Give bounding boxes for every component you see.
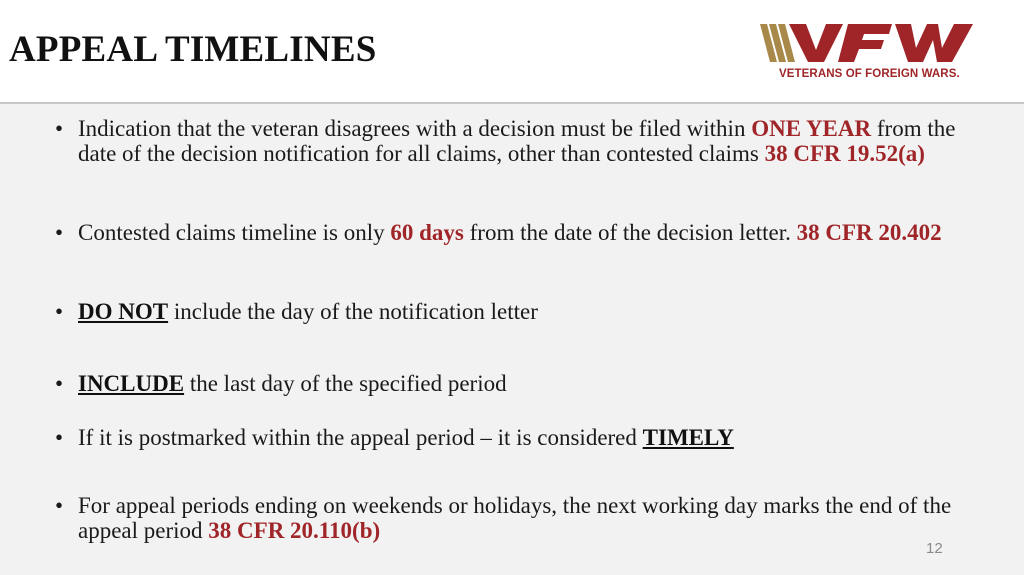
bullet-text: For appeal periods ending on weekends or holidays, the next working day marks the end of the appeal period 38 CFR 20.110(b) [78, 493, 952, 543]
bullet-text: If it is postmarked within the appeal period – it is considered TIMELY [78, 425, 734, 450]
citation: 38 CFR 19.52(a) [764, 141, 925, 166]
bullet-dot: • [55, 493, 64, 518]
bullet-text: Indication that the veteran disagrees with a decision must be filed within ONE YEAR from the date of the decision notification for all claims, other than contested claims 38 CFR 19.52(a) [78, 116, 956, 166]
bullet-dot: • [55, 425, 64, 450]
emphasis-timely: TIMELY [642, 425, 734, 450]
bullet-item [55, 371, 975, 396]
emphasis-include: INCLUDE [78, 371, 185, 396]
highlight-60-days: 60 days [390, 220, 464, 245]
bullet-item [55, 493, 975, 543]
slide-title: APPEAL TIMELINES [9, 29, 377, 70]
vfw-logo-subtitle: VETERANS OF FOREIGN WARS. [779, 68, 960, 80]
highlight-one-year: ONE YEAR [751, 116, 872, 141]
emphasis-do-not: DO NOT [78, 299, 169, 324]
slide-header [0, 0, 1024, 104]
bullet-text: INCLUDE the last day of the specified period [78, 371, 507, 396]
bullet-item [55, 299, 975, 324]
bullet-dot: • [55, 220, 64, 245]
page-number: 12 [926, 540, 943, 557]
bullet-item [55, 116, 975, 166]
citation: 38 CFR 20.110(b) [208, 518, 381, 543]
citation: 38 CFR 20.402 [796, 220, 942, 245]
bullet-item [55, 220, 975, 245]
bullet-text: Contested claims timeline is only 60 days from the date of the decision letter. 38 CFR 20.402 [78, 220, 942, 245]
bullet-dot: • [55, 371, 64, 396]
bullet-text: DO NOT include the day of the notification letter [78, 299, 538, 324]
bullet-dot: • [55, 299, 64, 324]
bullet-item [55, 425, 975, 450]
bullet-dot: • [55, 116, 64, 141]
